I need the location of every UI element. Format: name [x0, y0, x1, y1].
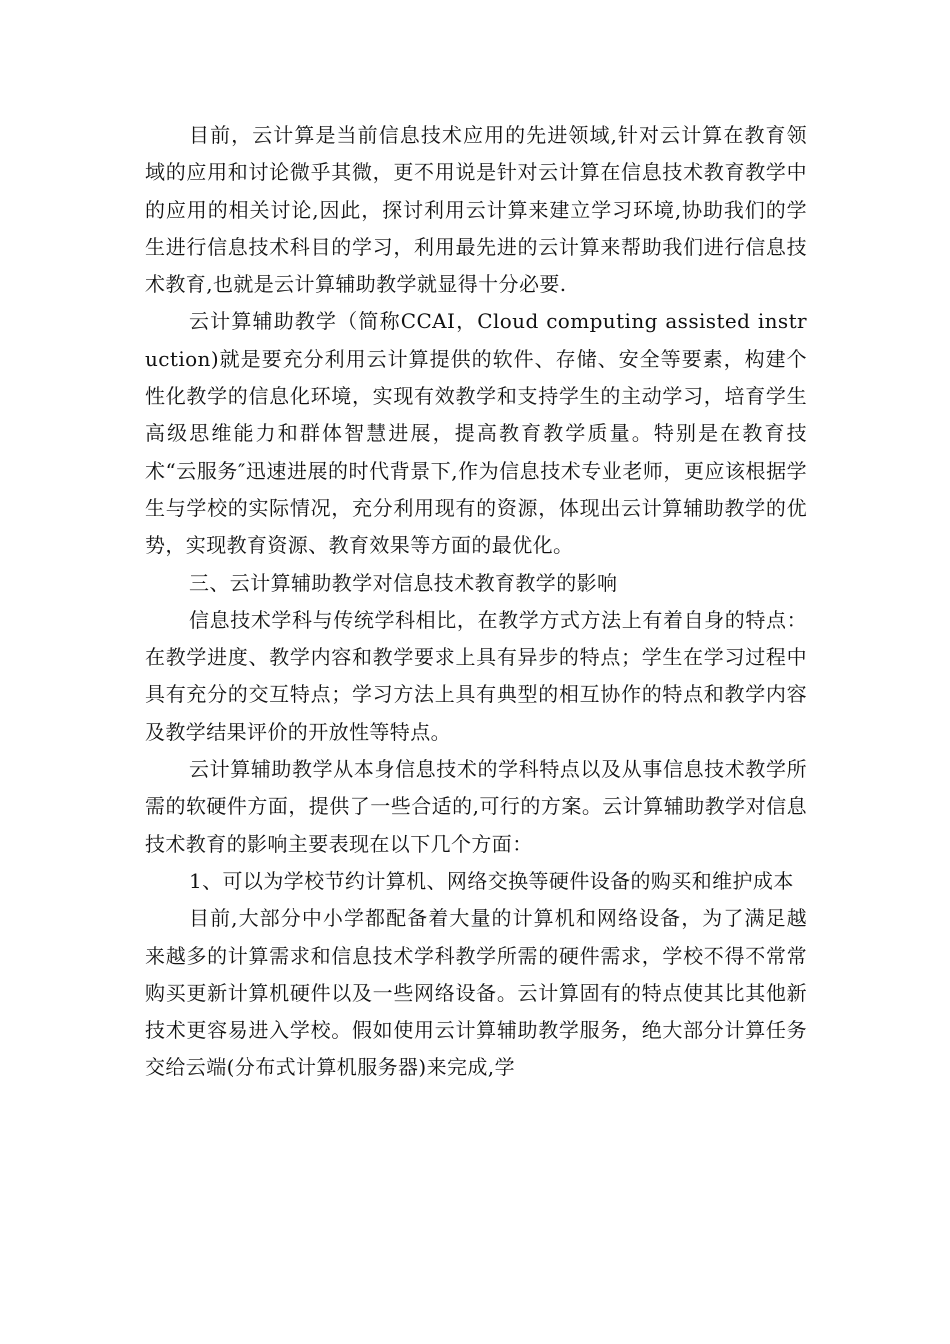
section-heading-3: 三、云计算辅助教学对信息技术教育教学的影响 — [189, 570, 618, 595]
paragraph-intro: 目前，云计算是当前信息技术应用的先进领域,针对云计算在教育领域的应用和讨论微乎其微，更不用说是针对云计算在信息技术教育教学中的应用的相关讨论,因此，探讨利用云计算来建立学习环境,协助我们的学生进行信息技术科目的学习，利用最先进的云计算来帮助我们进行信息技术教育,也就是云计算辅助教学就显得十分必要. — [145, 123, 807, 297]
paragraph-it-subject-features: 信息技术学科与传统学科相比，在教学方式方法上有着自身的特点：在教学进度、教学内容和教学要求上具有异步的特点；学生在学习过程中具有充分的交互特点；学习方法上具有典型的相互协作的特点和教学内容及教学结果评价的开放性等特点。 — [145, 607, 807, 744]
paragraph-hardware-cost: 目前,大部分中小学都配备着大量的计算机和网络设备，为了满足越来越多的计算需求和信息技术学科教学所需的硬件需求，学校不得不常常购买更新计算机硬件以及一些网络设备。云计算固有的特点使其比其他新技术更容易进入学校。假如使用云计算辅助教学服务，绝大部分计算任务交给云端(分布式计算机服务器)来完成,学 — [145, 906, 807, 1080]
document-body — [145, 117, 807, 1087]
subheading-1: 1、可以为学校节约计算机、网络交换等硬件设备的购买和维护成本 — [189, 868, 794, 893]
paragraph-ccai-definition: 云计算辅助教学（简称CCAI，Cloud computing assisted instruction)就是要充分利用云计算提供的软件、存储、安全等要素，构建个性化教学的信息化环境，实现有效教学和支持学生的主动学习，培育学生高级思维能力和群体智慧进展，提高教育教学质量。特别是在教育技术“云服务″迅速进展的时代背景下,作为信息技术专业老师，更应该根据学生与学校的实际情况，充分利用现有的资源，体现出云计算辅助教学的优势，实现教育资源、教育效果等方面的最优化。 — [145, 309, 807, 558]
paragraph-ccai-impact: 云计算辅助教学从本身信息技术的学科特点以及从事信息技术教学所需的软硬件方面，提供了一些合适的,可行的方案。云计算辅助教学对信息技术教育的影响主要表现在以下几个方面： — [145, 757, 807, 856]
